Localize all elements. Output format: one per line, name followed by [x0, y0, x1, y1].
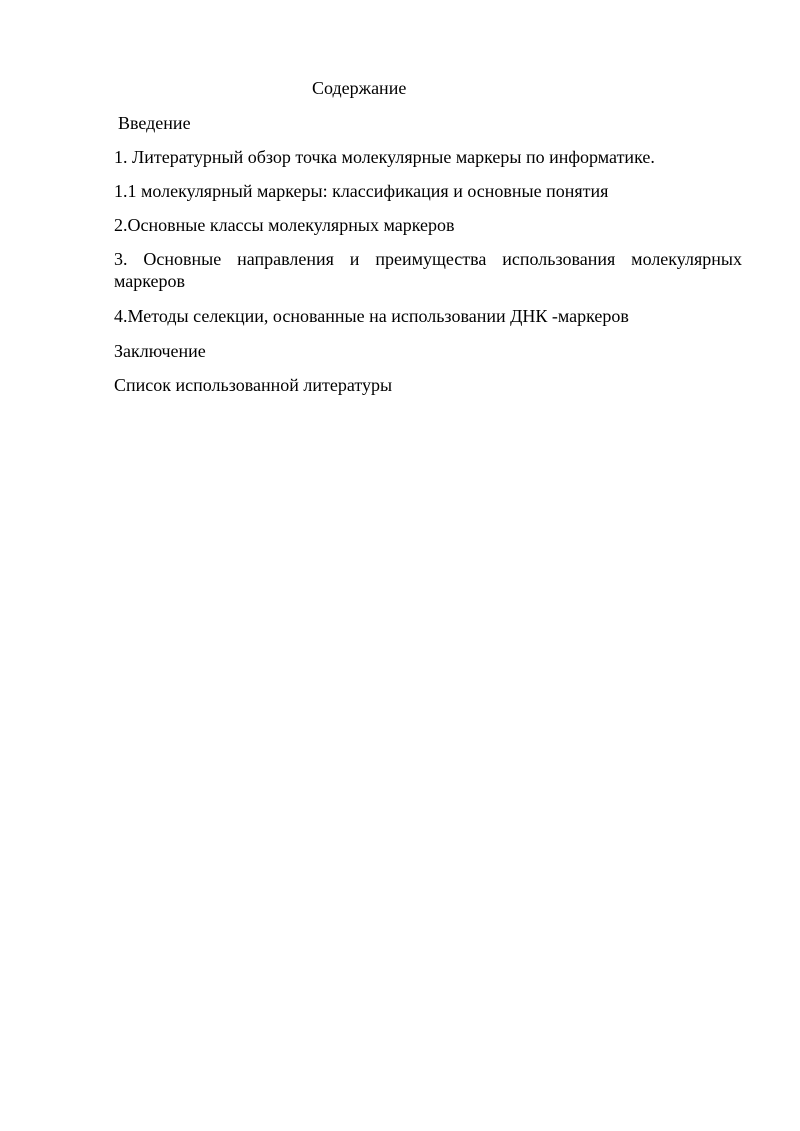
- toc-title: Содержание: [312, 78, 407, 98]
- toc-entry-chapter-4: 4.Методы селекции, основанные на использовании ДНК -маркеров: [114, 306, 629, 326]
- toc-entry-conclusion: Заключение: [114, 341, 206, 361]
- toc-entry-chapter-3: 3. Основные направления и преимущества использования молекулярных маркеров: [114, 249, 742, 291]
- toc-entry-chapter-1: 1. Литературный обзор точка молекулярные маркеры по информатике.: [114, 147, 655, 167]
- toc-entry-introduction: Введение: [118, 113, 191, 133]
- toc-entry-section-1-1: 1.1 молекулярный маркеры: классификация и основные понятия: [114, 181, 609, 201]
- toc-entry-chapter-2: 2.Основные классы молекулярных маркеров: [114, 215, 455, 235]
- toc-entry-references: Список использованной литературы: [114, 375, 393, 395]
